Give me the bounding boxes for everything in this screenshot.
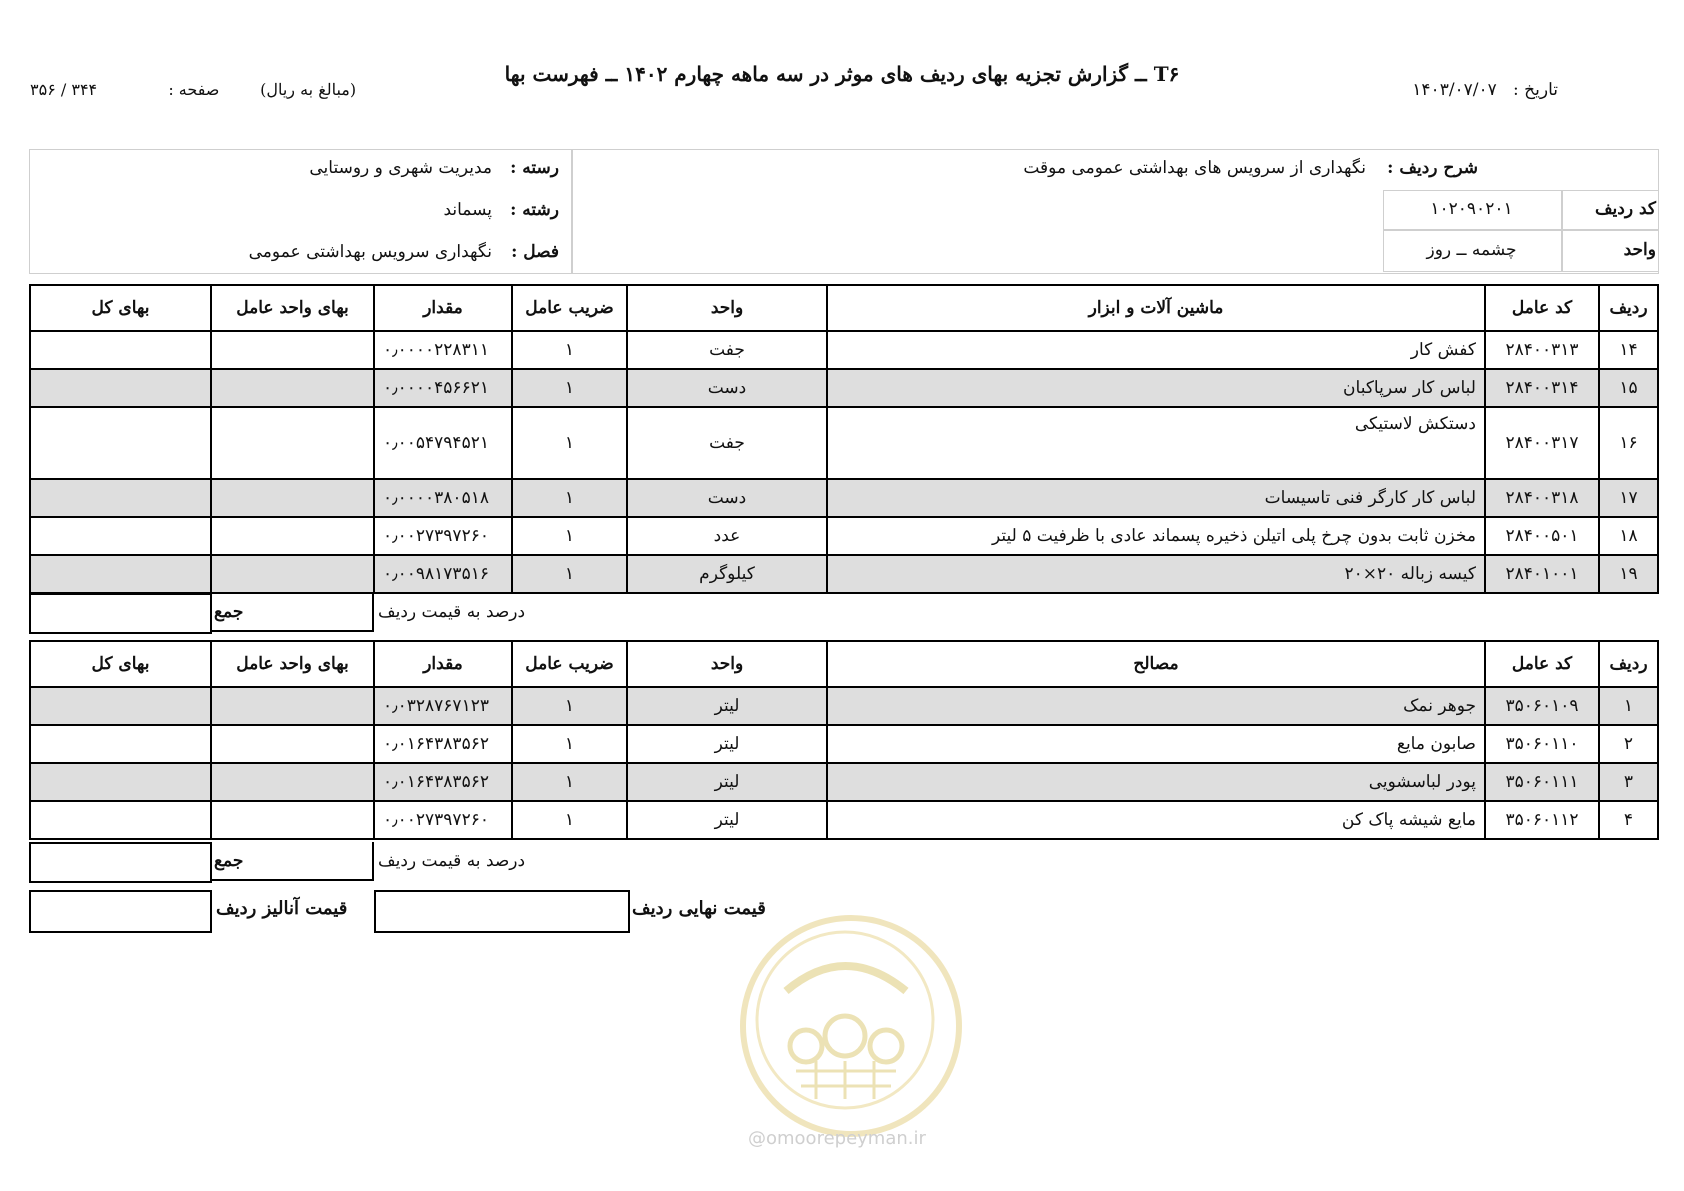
header-unit-price: بهای واحد عامل	[211, 641, 374, 687]
name-cell: مایع شیشه پاک کن	[827, 801, 1485, 839]
amounts-note: (مبالغ به ریال)	[260, 80, 357, 99]
machinery-table	[29, 284, 1659, 594]
total-cell	[30, 763, 211, 801]
row-number-cell: ۱۵	[1599, 369, 1658, 407]
code-cell: ۲۸۴۰۰۳۱۸	[1485, 479, 1599, 517]
name-cell: مخزن ثابت بدون چرخ پلی اتیلن ذخیره پسماند عادی با ظرفیت ۵ لیتر	[827, 517, 1485, 555]
header-row: ردیف	[1599, 641, 1658, 687]
machinery-sum-divider	[210, 593, 374, 632]
unit-cell: لیتر	[627, 725, 827, 763]
quantity-cell: ۰٫۰۰۰۰۲۲۸۳۱۱	[374, 331, 512, 369]
header-unit: واحد	[627, 285, 827, 331]
unit-cell: لیتر	[627, 801, 827, 839]
unit-cell: کیلوگرم	[627, 555, 827, 593]
field-value: پسماند	[443, 200, 492, 220]
table-row	[30, 517, 1658, 555]
row-number-cell: ۱۹	[1599, 555, 1658, 593]
name-cell: کیسه زباله ۲۰×۲۰	[827, 555, 1485, 593]
code-cell: ۲۸۴۰۰۳۱۴	[1485, 369, 1599, 407]
row-number-cell: ۴	[1599, 801, 1658, 839]
unit-value: چشمه ــ روز	[1426, 240, 1517, 260]
unit-price-cell	[211, 555, 374, 593]
unit-price-cell	[211, 479, 374, 517]
report-title: T۶ ــ گزارش تجزیه بهای ردیف های موثر در سه ماهه چهارم ۱۴۰۲ ــ فهرست بها	[504, 62, 1180, 86]
header-quantity: مقدار	[374, 285, 512, 331]
unit-price-cell	[211, 407, 374, 479]
row-description-value: نگهداری از سرویس های بهداشتی عمومی موقت	[1023, 158, 1366, 178]
header-coefficient: ضریب عامل	[512, 641, 627, 687]
row-number-cell: ۱۸	[1599, 517, 1658, 555]
quantity-cell: ۰٫۰۱۶۴۳۸۳۵۶۲	[374, 725, 512, 763]
quantity-cell: ۰٫۰۰۲۷۳۹۷۲۶۰	[374, 801, 512, 839]
total-cell	[30, 801, 211, 839]
quantity-cell: ۰٫۰۳۲۸۷۶۷۱۲۳	[374, 687, 512, 725]
row-number-cell: ۲	[1599, 725, 1658, 763]
quantity-cell: ۰٫۰۰۰۰۳۸۰۵۱۸	[374, 479, 512, 517]
unit-price-cell	[211, 369, 374, 407]
header-unit: واحد	[627, 641, 827, 687]
table-row	[30, 369, 1658, 407]
machinery-sum-box	[29, 593, 212, 634]
coefficient-cell: ۱	[512, 763, 627, 801]
table-row	[30, 801, 1658, 839]
final-price-box	[374, 890, 630, 933]
coefficient-cell: ۱	[512, 369, 627, 407]
chapter-value: نگهداری سرویس بهداشتی عمومی	[248, 242, 492, 262]
unit-price-cell	[211, 687, 374, 725]
unit-cell: لیتر	[627, 763, 827, 801]
name-cell: صابون مایع	[827, 725, 1485, 763]
page-number: ۳۴۴ / ۳۵۶	[30, 80, 98, 99]
coefficient-cell: ۱	[512, 407, 627, 479]
table-row	[30, 687, 1658, 725]
category-value: مدیریت شهری و روستایی	[309, 158, 492, 178]
row-number-cell: ۱۴	[1599, 331, 1658, 369]
materials-percent-label: درصد به قیمت ردیف	[378, 851, 526, 871]
date-label: تاریخ :	[1513, 80, 1558, 100]
coefficient-cell: ۱	[512, 725, 627, 763]
page-info	[30, 80, 356, 99]
coefficient-cell: ۱	[512, 687, 627, 725]
row-code-value: ۱۰۲۰۹۰۲۰۱	[1430, 199, 1513, 219]
header-name: ماشین آلات و ابزار	[827, 285, 1485, 331]
analysis-price-label: قیمت آنالیز ردیف	[216, 898, 348, 919]
unit-cell: جفت	[627, 407, 827, 479]
header-unit-price: بهای واحد عامل	[211, 285, 374, 331]
code-cell: ۳۵۰۶۰۱۱۰	[1485, 725, 1599, 763]
chapter-label: فصل :	[511, 242, 559, 262]
field-label: رشته :	[510, 200, 559, 220]
header-total: بهای کل	[30, 641, 211, 687]
table-row	[30, 555, 1658, 593]
machinery-header-row	[30, 285, 1658, 331]
table-row	[30, 331, 1658, 369]
row-number-cell: ۱۷	[1599, 479, 1658, 517]
row-code-label: کد ردیف	[1594, 199, 1656, 219]
unit-cell: دست	[627, 369, 827, 407]
machinery-percent-label: درصد به قیمت ردیف	[378, 602, 526, 622]
category-label: رسته :	[510, 158, 559, 178]
analysis-price-box	[29, 890, 212, 933]
row-description-label: شرح ردیف :	[1387, 158, 1478, 178]
date-value: ۱۴۰۳/۰۷/۰۷	[1412, 80, 1497, 100]
materials-header-row	[30, 641, 1658, 687]
quantity-cell: ۰٫۰۱۶۴۳۸۳۵۶۲	[374, 763, 512, 801]
code-cell: ۳۵۰۶۰۱۱۲	[1485, 801, 1599, 839]
row-number-cell: ۳	[1599, 763, 1658, 801]
name-cell: جوهر نمک	[827, 687, 1485, 725]
report-date	[1412, 80, 1558, 100]
name-cell: لباس کار کارگر فنی تاسیسات	[827, 479, 1485, 517]
total-cell	[30, 369, 211, 407]
code-cell: ۲۸۴۰۰۳۱۳	[1485, 331, 1599, 369]
unit-label: واحد	[1623, 240, 1656, 260]
code-cell: ۲۸۴۰۱۰۰۱	[1485, 555, 1599, 593]
materials-table	[29, 640, 1659, 840]
unit-price-cell	[211, 801, 374, 839]
table-row	[30, 407, 1658, 479]
total-cell	[30, 517, 211, 555]
row-number-cell: ۱۶	[1599, 407, 1658, 479]
name-cell: دستکش لاستیکی	[827, 407, 1485, 479]
unit-cell: جفت	[627, 331, 827, 369]
materials-sum-divider	[210, 842, 374, 881]
code-cell: ۲۸۴۰۰۵۰۱	[1485, 517, 1599, 555]
table-row	[30, 763, 1658, 801]
materials-sum-box	[29, 842, 212, 883]
code-cell: ۳۵۰۶۰۱۱۱	[1485, 763, 1599, 801]
header-row: ردیف	[1599, 285, 1658, 331]
table-row	[30, 479, 1658, 517]
unit-cell: لیتر	[627, 687, 827, 725]
table-row	[30, 725, 1658, 763]
quantity-cell: ۰٫۰۰۲۷۳۹۷۲۶۰	[374, 517, 512, 555]
row-number-cell: ۱	[1599, 687, 1658, 725]
unit-price-cell	[211, 763, 374, 801]
header-code: کد عامل	[1485, 285, 1599, 331]
coefficient-cell: ۱	[512, 801, 627, 839]
unit-cell: دست	[627, 479, 827, 517]
name-cell: پودر لباسشویی	[827, 763, 1485, 801]
unit-cell: عدد	[627, 517, 827, 555]
watermark-site: @omoorepeyman.ir	[748, 1128, 926, 1149]
total-cell	[30, 407, 211, 479]
code-cell: ۳۵۰۶۰۱۰۹	[1485, 687, 1599, 725]
page-label: صفحه :	[168, 80, 220, 99]
materials-sum-label: جمع	[214, 851, 244, 871]
coefficient-cell: ۱	[512, 555, 627, 593]
header-coefficient: ضریب عامل	[512, 285, 627, 331]
final-price-label: قیمت نهایی ردیف	[632, 898, 766, 919]
watermark-emblem-icon	[746, 921, 944, 1119]
total-cell	[30, 555, 211, 593]
header-total: بهای کل	[30, 285, 211, 331]
code-cell: ۲۸۴۰۰۳۱۷	[1485, 407, 1599, 479]
coefficient-cell: ۱	[512, 517, 627, 555]
quantity-cell: ۰٫۰۰۵۴۷۹۴۵۲۱	[374, 407, 512, 479]
unit-price-cell	[211, 331, 374, 369]
name-cell: کفش کار	[827, 331, 1485, 369]
total-cell	[30, 725, 211, 763]
watermark-logo	[740, 915, 962, 1137]
name-cell: لباس کار سرپاکبان	[827, 369, 1485, 407]
coefficient-cell: ۱	[512, 479, 627, 517]
coefficient-cell: ۱	[512, 331, 627, 369]
total-cell	[30, 479, 211, 517]
unit-price-cell	[211, 725, 374, 763]
machinery-sum-label: جمع	[214, 602, 244, 622]
header-quantity: مقدار	[374, 641, 512, 687]
header-name: مصالح	[827, 641, 1485, 687]
total-cell	[30, 331, 211, 369]
quantity-cell: ۰٫۰۰۰۰۴۵۶۶۲۱	[374, 369, 512, 407]
header-code: کد عامل	[1485, 641, 1599, 687]
unit-price-cell	[211, 517, 374, 555]
quantity-cell: ۰٫۰۰۹۸۱۷۳۵۱۶	[374, 555, 512, 593]
total-cell	[30, 687, 211, 725]
